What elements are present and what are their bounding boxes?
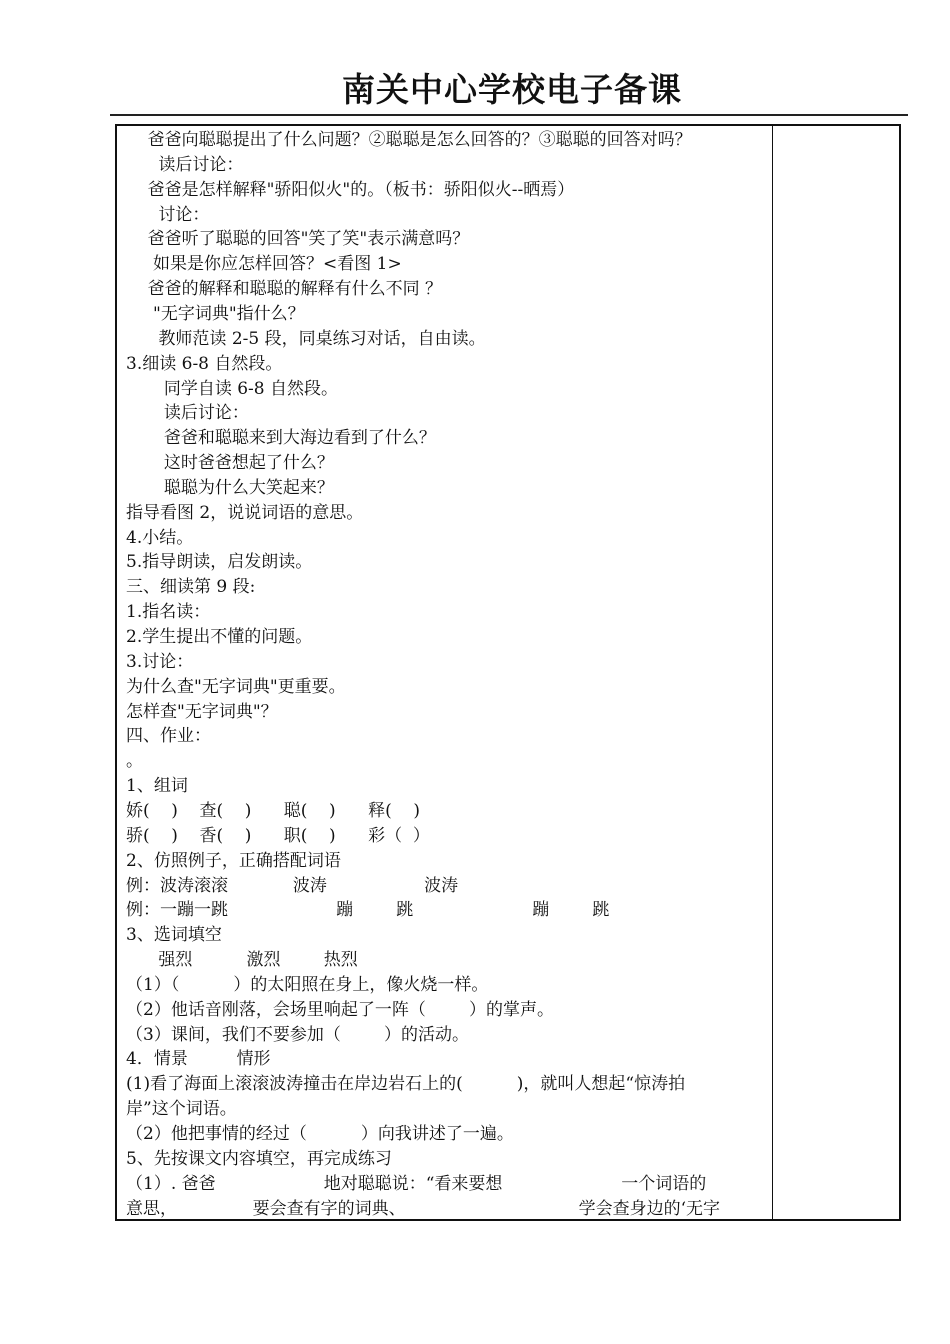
lesson-line: 爸爸和聪聪来到大海边看到了什么？: [126, 428, 436, 449]
lesson-line: 爸爸的解释和聪聪的解释有什么不同 ？: [126, 279, 443, 300]
page-title: 南关中心学校电子备课: [342, 70, 682, 109]
lesson-line: 例：一蹦一跳 蹦 跳 蹦 跳: [126, 900, 610, 921]
column-divider: [772, 126, 773, 1219]
lesson-line: 聪聪为什么大笑起来？: [126, 477, 334, 498]
lesson-line: "无字词典"指什么？: [126, 303, 305, 324]
lesson-line: 意思， 要会查有字的词典、 学会查身边的‘无字: [126, 1198, 720, 1219]
lesson-line: 1、组词: [126, 776, 188, 797]
lesson-line: 3.细读 6-8 自然段。: [126, 353, 283, 374]
lesson-line: 如果是你应怎样回答？<看图 1>: [126, 254, 402, 275]
lesson-line: 四、作业：: [126, 726, 211, 747]
lesson-line: 怎样查"无字词典"？: [126, 701, 278, 722]
lesson-line: 讨论：: [126, 204, 210, 225]
lesson-line: 爸爸是怎样解释"骄阳似火"的。（板书：骄阳似火--晒焉）: [126, 179, 575, 200]
lesson-line: 2、仿照例子，正确搭配词语: [126, 850, 341, 871]
lesson-line: 岸”这个词语。: [126, 1099, 237, 1120]
lesson-line: （2）他把事情的经过（ ）向我讲述了一遍。: [126, 1124, 514, 1144]
lesson-line: 4．情景 情形: [126, 1049, 271, 1070]
lesson-line: 骄( ) 香( ) 职( ) 彩（ ）: [126, 825, 430, 846]
lesson-line: 1.指名读：: [126, 602, 211, 623]
lesson-line: 5、先按课文内容填空，再完成练习: [126, 1148, 392, 1169]
lesson-line: 强烈 激烈 热烈: [126, 950, 358, 971]
lesson-line: 娇( ) 查( ) 聪( ) 释( ): [126, 800, 420, 821]
lesson-line: 教师范读 2-5 段，同桌练习对话，自由读。: [126, 328, 486, 349]
lesson-line: 4.小结。: [126, 527, 194, 548]
lesson-line: 。: [126, 751, 143, 772]
lesson-line: （2）他话音刚落，会场里响起了一阵（ ）的掌声。: [126, 999, 555, 1020]
lesson-line: 3、选词填空: [126, 925, 222, 946]
lesson-line: 爸爸向聪聪提出了什么问题？②聪聪是怎么回答的？③聪聪的回答对吗？: [126, 130, 692, 150]
lesson-table: [115, 124, 901, 1221]
lesson-line: （3）课间，我们不要参加（ ）的活动。: [126, 1024, 470, 1045]
lesson-line: 读后讨论：: [126, 154, 244, 175]
lesson-line: 爸爸听了聪聪的回答"笑了笑"表示满意吗？: [126, 229, 470, 250]
lesson-line: 3.讨论：: [126, 651, 194, 672]
lesson-line: 为什么查"无字词典"更重要。: [126, 676, 346, 697]
lesson-line: 同学自读 6-8 自然段。: [126, 378, 339, 399]
lesson-line: 三、细读第 9 段:: [126, 577, 256, 598]
lesson-line: 5.指导朗读，启发朗读。: [126, 552, 313, 573]
lesson-line: （1）. 爸爸 地对聪聪说：“看来要想 一个词语的: [126, 1173, 707, 1194]
lesson-line: 2.学生提出不懂的问题。: [126, 627, 313, 647]
lesson-line: (1)看了海面上滚滚波涛撞击在岸边岩石上的( )，就叫人想起“惊涛拍: [126, 1074, 686, 1095]
title-underline: [110, 114, 908, 116]
lesson-line: 这时爸爸想起了什么？: [126, 453, 334, 474]
lesson-line: 例：波涛滚滚 波涛 波涛: [126, 875, 459, 896]
lesson-line: 指导看图 2，说说词语的意思。: [126, 502, 364, 523]
lesson-line: 读后讨论：: [126, 403, 249, 424]
lesson-line: （1）（ ）的太阳照在身上，像火烧一样。: [126, 974, 489, 995]
